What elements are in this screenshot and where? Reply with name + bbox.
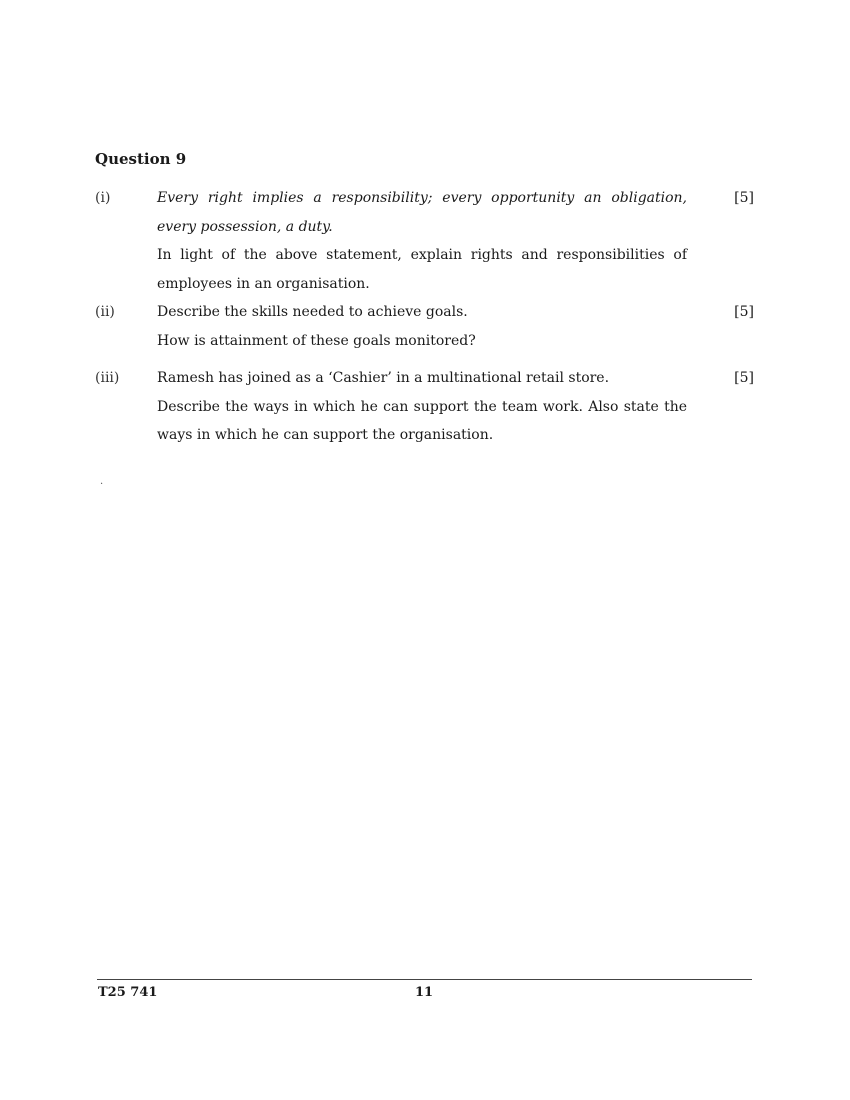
item-marks: [5] — [734, 304, 754, 320]
item-line-1: Ramesh has joined as a ‘Cashier’ in a multinational retail store. — [157, 370, 610, 386]
footer-rule — [97, 979, 752, 980]
stray-mark: . — [100, 476, 104, 487]
item-line-2: How is attainment of these goals monitored? — [157, 332, 476, 349]
item-body — [157, 364, 687, 450]
item-text: Describe the ways in which he can support the team work. Also state the ways in which he can support the organisation. — [157, 398, 687, 443]
page-number: 11 — [415, 985, 434, 1000]
item-body — [157, 298, 687, 355]
item-quote: Every right implies a responsibility; every opportunity an obligation, every possession, a duty. — [157, 190, 687, 235]
item-number: (ii) — [95, 304, 115, 320]
item-text: In light of the above statement, explain rights and responsibilities of employees in an organisation. — [157, 247, 687, 292]
item-number: (iii) — [95, 370, 120, 386]
item-marks: [5] — [734, 370, 754, 386]
item-number: (i) — [95, 190, 111, 206]
item-body — [157, 184, 687, 298]
paper-code: T25 741 — [98, 985, 158, 1000]
question-title: Question 9 — [95, 150, 187, 168]
item-marks: [5] — [734, 190, 754, 206]
item-line-1: Describe the skills needed to achieve goals. — [157, 304, 468, 320]
